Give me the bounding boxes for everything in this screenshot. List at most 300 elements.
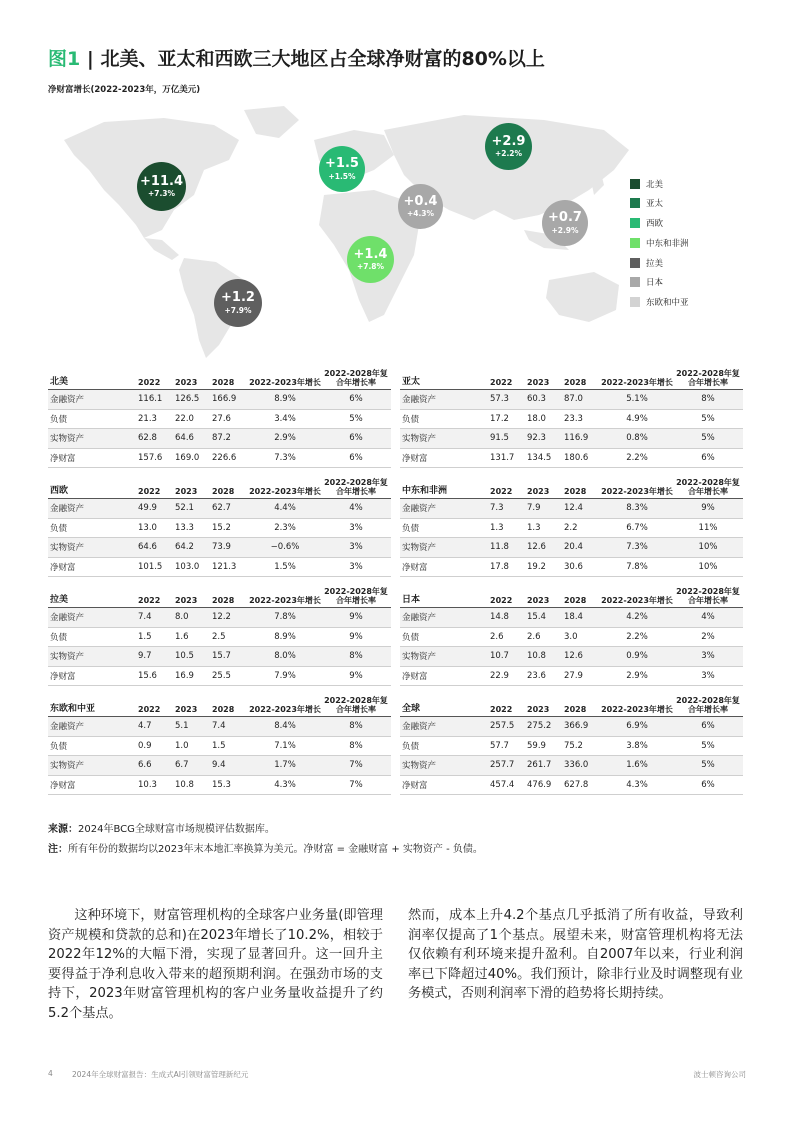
table-cell: 25.5 [212,671,231,682]
table-cell: 3.8% [626,740,648,751]
table-cell: 57.7 [490,740,509,751]
table-header [48,473,391,499]
table-cell: 64.6 [138,542,157,553]
col-cagr: 2022-2028年复合年增长率 [676,587,740,605]
region-name: 拉美 [50,595,69,605]
table-cell: 6.7% [626,522,648,533]
title-separator: | [86,48,94,70]
table-cell: 8.0 [175,612,189,623]
table-row [400,449,743,469]
bubble-cagr: +7.3% [147,189,176,199]
table-cell: 2.6 [490,631,504,642]
table-cell: 17.2 [490,413,509,424]
figure-subtitle: 净财富增长(2022-2023年，万亿美元) [48,85,201,95]
note-text: 所有年份的数据均以2023年末本地汇率换算为美元。净财富 = 金融财富 + 实物资产 - 负债。 [68,844,483,855]
legend-item [630,296,689,309]
table-cell: 9.4 [212,760,226,771]
col-2023: 2023 [175,378,198,387]
table-cell: 87.0 [564,394,583,405]
table-row [48,429,391,449]
table-header [48,364,391,390]
table-row [48,499,391,519]
table-cell: 12.2 [212,612,231,623]
table-row [48,776,391,796]
table-cell: 10.8 [527,651,546,662]
table-cell: 2.9% [626,671,648,682]
table-cell: 23.3 [564,413,583,424]
table-cell: 101.5 [138,562,163,573]
footer-company: 波士顿咨询公司 [693,1070,746,1079]
table-header [400,691,743,717]
col-2023: 2023 [175,705,198,714]
row-label: 金融资产 [402,613,437,624]
table-row [48,717,391,737]
legend-swatch [630,277,640,287]
table-cell: 1.5% [274,562,296,573]
col-cagr: 2022-2028年复合年增长率 [324,369,388,387]
table-cell: 9% [349,612,363,623]
table-cell: 9% [349,671,363,682]
col-growth: 2022-2023年增长 [249,595,321,605]
table-cell: 6% [701,453,715,464]
table-row [48,449,391,469]
table-cell: 18.0 [527,413,546,424]
region-table-0 [48,364,391,468]
table-cell: 476.9 [527,780,552,791]
table-cell: 5% [349,413,363,424]
table-cell: 5% [701,413,715,424]
col-cagr: 2022-2028年复合年增长率 [676,478,740,496]
table-cell: 4% [701,612,715,623]
region-table-6 [48,691,391,795]
row-label: 净财富 [50,781,76,792]
table-cell: 8.9% [274,631,296,642]
legend-swatch [630,238,640,248]
row-label: 负债 [50,523,68,534]
table-cell: 10.8 [175,780,194,791]
table-cell: 5% [701,760,715,771]
bubble-value: +2.9 [491,133,526,149]
table-cell: 1.5 [138,631,152,642]
table-cell: 3.0 [564,631,578,642]
col-2028: 2028 [212,596,235,605]
row-label: 净财富 [50,563,76,574]
table-row [48,390,391,410]
table-row [400,717,743,737]
table-cell: 62.8 [138,433,157,444]
table-cell: 3% [349,562,363,573]
table-cell: 157.6 [138,453,163,464]
table-cell: 457.4 [490,780,515,791]
source-text: 2024年BCG全球财富市场规模评估数据库。 [78,824,275,835]
table-cell: 12.6 [564,651,583,662]
bubble-asia-pacific [485,123,532,170]
table-cell: 261.7 [527,760,552,771]
table-cell: 257.5 [490,721,515,732]
col-2022: 2022 [490,378,513,387]
legend-item [630,276,689,289]
table-row [400,628,743,648]
table-cell: 10% [698,562,718,573]
table-cell: 0.9 [138,740,152,751]
table-cell: 2% [701,631,715,642]
legend-swatch [630,297,640,307]
row-label: 负债 [50,741,68,752]
table-cell: 7.3% [626,542,648,553]
col-cagr: 2022-2028年复合年增长率 [324,696,388,714]
col-2022: 2022 [138,705,161,714]
table-cell: 49.9 [138,503,157,514]
table-cell: 10.3 [138,780,157,791]
table-cell: 27.9 [564,671,583,682]
row-label: 金融资产 [402,504,437,515]
legend-label: 拉美 [646,258,664,269]
col-2028: 2028 [212,487,235,496]
col-2022: 2022 [490,487,513,496]
bubble-cagr: +2.2% [494,149,523,159]
bubble-western-europe [319,146,365,192]
bubble-value: +0.4 [403,193,438,209]
table-cell: 1.6 [175,631,189,642]
legend-label: 中东和非洲 [646,238,689,249]
table-cell: 60.3 [527,394,546,405]
legend-swatch [630,258,640,268]
region-name: 东欧和中亚 [50,704,96,714]
region-name: 西欧 [50,486,69,496]
legend-label: 亚太 [646,199,664,210]
table-cell: 8% [349,721,363,732]
table-cell: 9% [701,503,715,514]
col-2023: 2023 [527,596,550,605]
table-cell: 3% [701,671,715,682]
col-2023: 2023 [527,705,550,714]
table-header [400,473,743,499]
table-cell: 257.7 [490,760,515,771]
table-cell: 92.3 [527,433,546,444]
row-label: 实物资产 [402,543,437,554]
table-cell: 627.8 [564,780,589,791]
region-name: 日本 [402,595,421,605]
table-cell: 1.6% [626,760,648,771]
table-cell: 16.9 [175,671,194,682]
col-2028: 2028 [212,378,235,387]
bubble-value: +1.2 [221,290,255,306]
table-cell: 10.5 [175,651,194,662]
table-cell: 12.6 [527,542,546,553]
row-label: 实物资产 [50,761,85,772]
col-2028: 2028 [564,487,587,496]
figure-label: 图1 [48,48,81,70]
table-cell: 8% [701,394,715,405]
bubble-japan [542,200,588,246]
table-cell: 7.8% [626,562,648,573]
table-cell: 20.4 [564,542,583,553]
row-label: 负债 [402,741,420,752]
table-row [400,410,743,430]
row-label: 金融资产 [402,395,437,406]
table-cell: 59.9 [527,740,546,751]
region-table-4 [48,582,391,686]
col-cagr: 2022-2028年复合年增长率 [324,587,388,605]
table-cell: 3% [349,542,363,553]
table-cell: 2.2% [626,453,648,464]
table-row [400,756,743,776]
col-cagr: 2022-2028年复合年增长率 [676,696,740,714]
table-cell: 64.6 [175,433,194,444]
table-cell: 2.9% [274,433,296,444]
table-cell: 52.1 [175,503,194,514]
table-row [400,608,743,628]
table-cell: 275.2 [527,721,552,732]
table-cell: 103.0 [175,562,200,573]
body-paragraph-right: 然而，成本上升4.2个基点几乎抵消了所有收益，导致利润率仅提高了1个基点。展望未来，财富管理机构将无法仅依赖有利环境来提升盈利。自2007年以来，行业利润率已下降超过40%。我们预计，除非行业及时调整现有业务模式，否则利润率下滑的趋势将长期持续。 [408,908,743,1002]
table-cell: 11% [698,522,718,533]
table-cell: 6% [701,721,715,732]
table-cell: 2.3% [274,522,296,533]
col-2028: 2028 [564,705,587,714]
table-cell: 4.4% [274,503,296,514]
note-label: 注： [48,844,68,855]
table-cell: 7.9 [527,503,541,514]
table-row [400,519,743,539]
table-cell: 22.0 [175,413,194,424]
row-label: 实物资产 [50,543,85,554]
table-cell: 64.2 [175,542,194,553]
table-cell: 2.5 [212,631,226,642]
footer-report-title: 2024年全球财富报告：生成式AI引领财富管理新纪元 [72,1070,249,1079]
figure-title [48,44,545,71]
table-cell: 126.5 [175,394,200,405]
col-growth: 2022-2023年增长 [601,377,673,387]
table-cell: 5% [701,433,715,444]
table-cell: 91.5 [490,433,509,444]
col-cagr: 2022-2028年复合年增长率 [676,369,740,387]
table-cell: 134.5 [527,453,552,464]
table-cell: 7% [349,780,363,791]
table-cell: 73.9 [212,542,231,553]
table-cell: 3% [701,651,715,662]
col-2028: 2028 [212,705,235,714]
table-cell: 75.2 [564,740,583,751]
bubble-cagr: +2.9% [551,225,579,235]
legend-item [630,236,689,249]
table-cell: 62.7 [212,503,231,514]
table-cell: 336.0 [564,760,589,771]
page-number: 4 [48,1069,53,1078]
bubble-value: +1.4 [353,246,388,262]
row-label: 负债 [50,414,68,425]
table-cell: 2.2% [626,631,648,642]
table-cell: 11.8 [490,542,509,553]
bubble-cagr: +1.5% [328,171,356,181]
table-cell: 0.8% [626,433,648,444]
row-label: 实物资产 [402,434,437,445]
table-header [400,582,743,608]
table-cell: 19.2 [527,562,546,573]
row-label: 实物资产 [50,652,85,663]
table-header [48,582,391,608]
col-2022: 2022 [138,596,161,605]
table-cell: 7.8% [274,612,296,623]
legend-swatch [630,179,640,189]
col-2023: 2023 [175,487,198,496]
table-row [400,737,743,757]
table-row [400,429,743,449]
map-legend [630,177,689,316]
col-2023: 2023 [527,487,550,496]
row-label: 净财富 [402,672,428,683]
table-cell: 6.9% [626,721,648,732]
source-label: 来源： [48,824,78,835]
table-cell: 1.5 [212,740,226,751]
legend-label: 东欧和中亚 [646,298,689,309]
table-cell: 9.7 [138,651,152,662]
table-cell: 3.4% [274,413,296,424]
legend-item [630,177,689,190]
col-2023: 2023 [175,596,198,605]
table-cell: 2.6 [527,631,541,642]
table-row [48,756,391,776]
table-cell: 1.0 [175,740,189,751]
row-label: 金融资产 [50,613,85,624]
table-cell: 5.1 [175,721,189,732]
region-table-1 [400,364,743,468]
table-cell: 30.6 [564,562,583,573]
table-cell: 121.3 [212,562,237,573]
table-row [48,737,391,757]
table-row [48,538,391,558]
legend-item [630,197,689,210]
table-cell: 4.3% [274,780,296,791]
table-cell: 0.9% [626,651,648,662]
table-cell: 2.2 [564,522,578,533]
table-cell: 7.3 [490,503,504,514]
table-cell: 17.8 [490,562,509,573]
table-cell: 116.9 [564,433,589,444]
table-cell: 131.7 [490,453,515,464]
row-label: 实物资产 [402,761,437,772]
note-line [48,840,483,855]
row-label: 实物资产 [402,652,437,663]
table-cell: 27.6 [212,413,231,424]
col-2022: 2022 [490,705,513,714]
table-cell: 116.1 [138,394,163,405]
row-label: 金融资产 [50,395,85,406]
table-cell: 57.3 [490,394,509,405]
table-cell: 7.3% [274,453,296,464]
table-row [48,519,391,539]
table-cell: 7.4 [138,612,152,623]
table-cell: 8.4% [274,721,296,732]
row-label: 负债 [402,523,420,534]
table-cell: 9% [349,631,363,642]
col-2023: 2023 [527,378,550,387]
table-cell: 7% [349,760,363,771]
table-cell: 4.3% [626,780,648,791]
table-cell: 6.6 [138,760,152,771]
row-label: 负债 [402,632,420,643]
table-cell: 5% [701,740,715,751]
table-cell: 180.6 [564,453,589,464]
table-cell: 18.4 [564,612,583,623]
table-cell: 8% [349,651,363,662]
row-label: 净财富 [402,563,428,574]
table-cell: 4.7 [138,721,152,732]
row-label: 净财富 [402,781,428,792]
region-name: 北美 [50,377,69,387]
row-label: 金融资产 [402,722,437,733]
bubble-latam [214,279,262,327]
table-row [400,538,743,558]
table-cell: 4.2% [626,612,648,623]
region-table-5 [400,582,743,686]
col-growth: 2022-2023年增长 [249,377,321,387]
body-paragraph-left: 这种环境下，财富管理机构的全球客户业务量(即管理资产规模和贷款的总和)在2023年增长了10.2%，相较于2022年12%的大幅下滑，实现了显著回升。这一回升主要得益于净利息收入带来的超预期利润。在强劲市场的支持下，2023年财富管理机构的客户业务量收益提升了约5.2个基点。 [48,908,383,1021]
table-cell: 166.9 [212,394,237,405]
table-cell: 15.3 [212,780,231,791]
table-cell: 10.7 [490,651,509,662]
row-label: 负债 [50,632,68,643]
table-row [400,558,743,578]
legend-item [630,256,689,269]
table-cell: 4.9% [626,413,648,424]
table-row [400,776,743,796]
table-cell: −0.6% [270,542,300,553]
col-growth: 2022-2023年增长 [601,595,673,605]
col-cagr: 2022-2028年复合年增长率 [324,478,388,496]
table-cell: 15.2 [212,522,231,533]
table-cell: 6.7 [175,760,189,771]
table-row [400,499,743,519]
table-cell: 7.4 [212,721,226,732]
figure-title-text: 北美、亚太和西欧三大地区占全球净财富的80%以上 [100,48,545,70]
table-cell: 3% [349,522,363,533]
bubble-mea [347,236,394,283]
table-row [400,667,743,687]
region-table-7 [400,691,743,795]
table-cell: 12.4 [564,503,583,514]
table-cell: 366.9 [564,721,589,732]
table-row [400,390,743,410]
row-label: 实物资产 [50,434,85,445]
region-name: 全球 [402,704,421,714]
table-row [48,647,391,667]
bubble-north-america [137,162,186,211]
bubble-eastern-europe [398,184,443,229]
region-name: 亚太 [402,377,421,387]
table-cell: 13.0 [138,522,157,533]
table-cell: 4% [349,503,363,514]
table-cell: 8.0% [274,651,296,662]
table-cell: 15.7 [212,651,231,662]
bubble-value: +0.7 [548,210,582,226]
row-label: 净财富 [402,454,428,465]
col-2022: 2022 [490,596,513,605]
region-table-3 [400,473,743,577]
table-cell: 8% [349,740,363,751]
bubble-cagr: +7.8% [356,262,385,272]
row-label: 负债 [402,414,420,425]
table-cell: 13.3 [175,522,194,533]
table-cell: 6% [349,394,363,405]
bubble-value: +1.5 [325,156,359,172]
col-growth: 2022-2023年增长 [249,704,321,714]
table-cell: 15.4 [527,612,546,623]
col-2028: 2028 [564,378,587,387]
bubble-value: +11.4 [140,173,183,189]
table-row [400,647,743,667]
table-header [400,364,743,390]
